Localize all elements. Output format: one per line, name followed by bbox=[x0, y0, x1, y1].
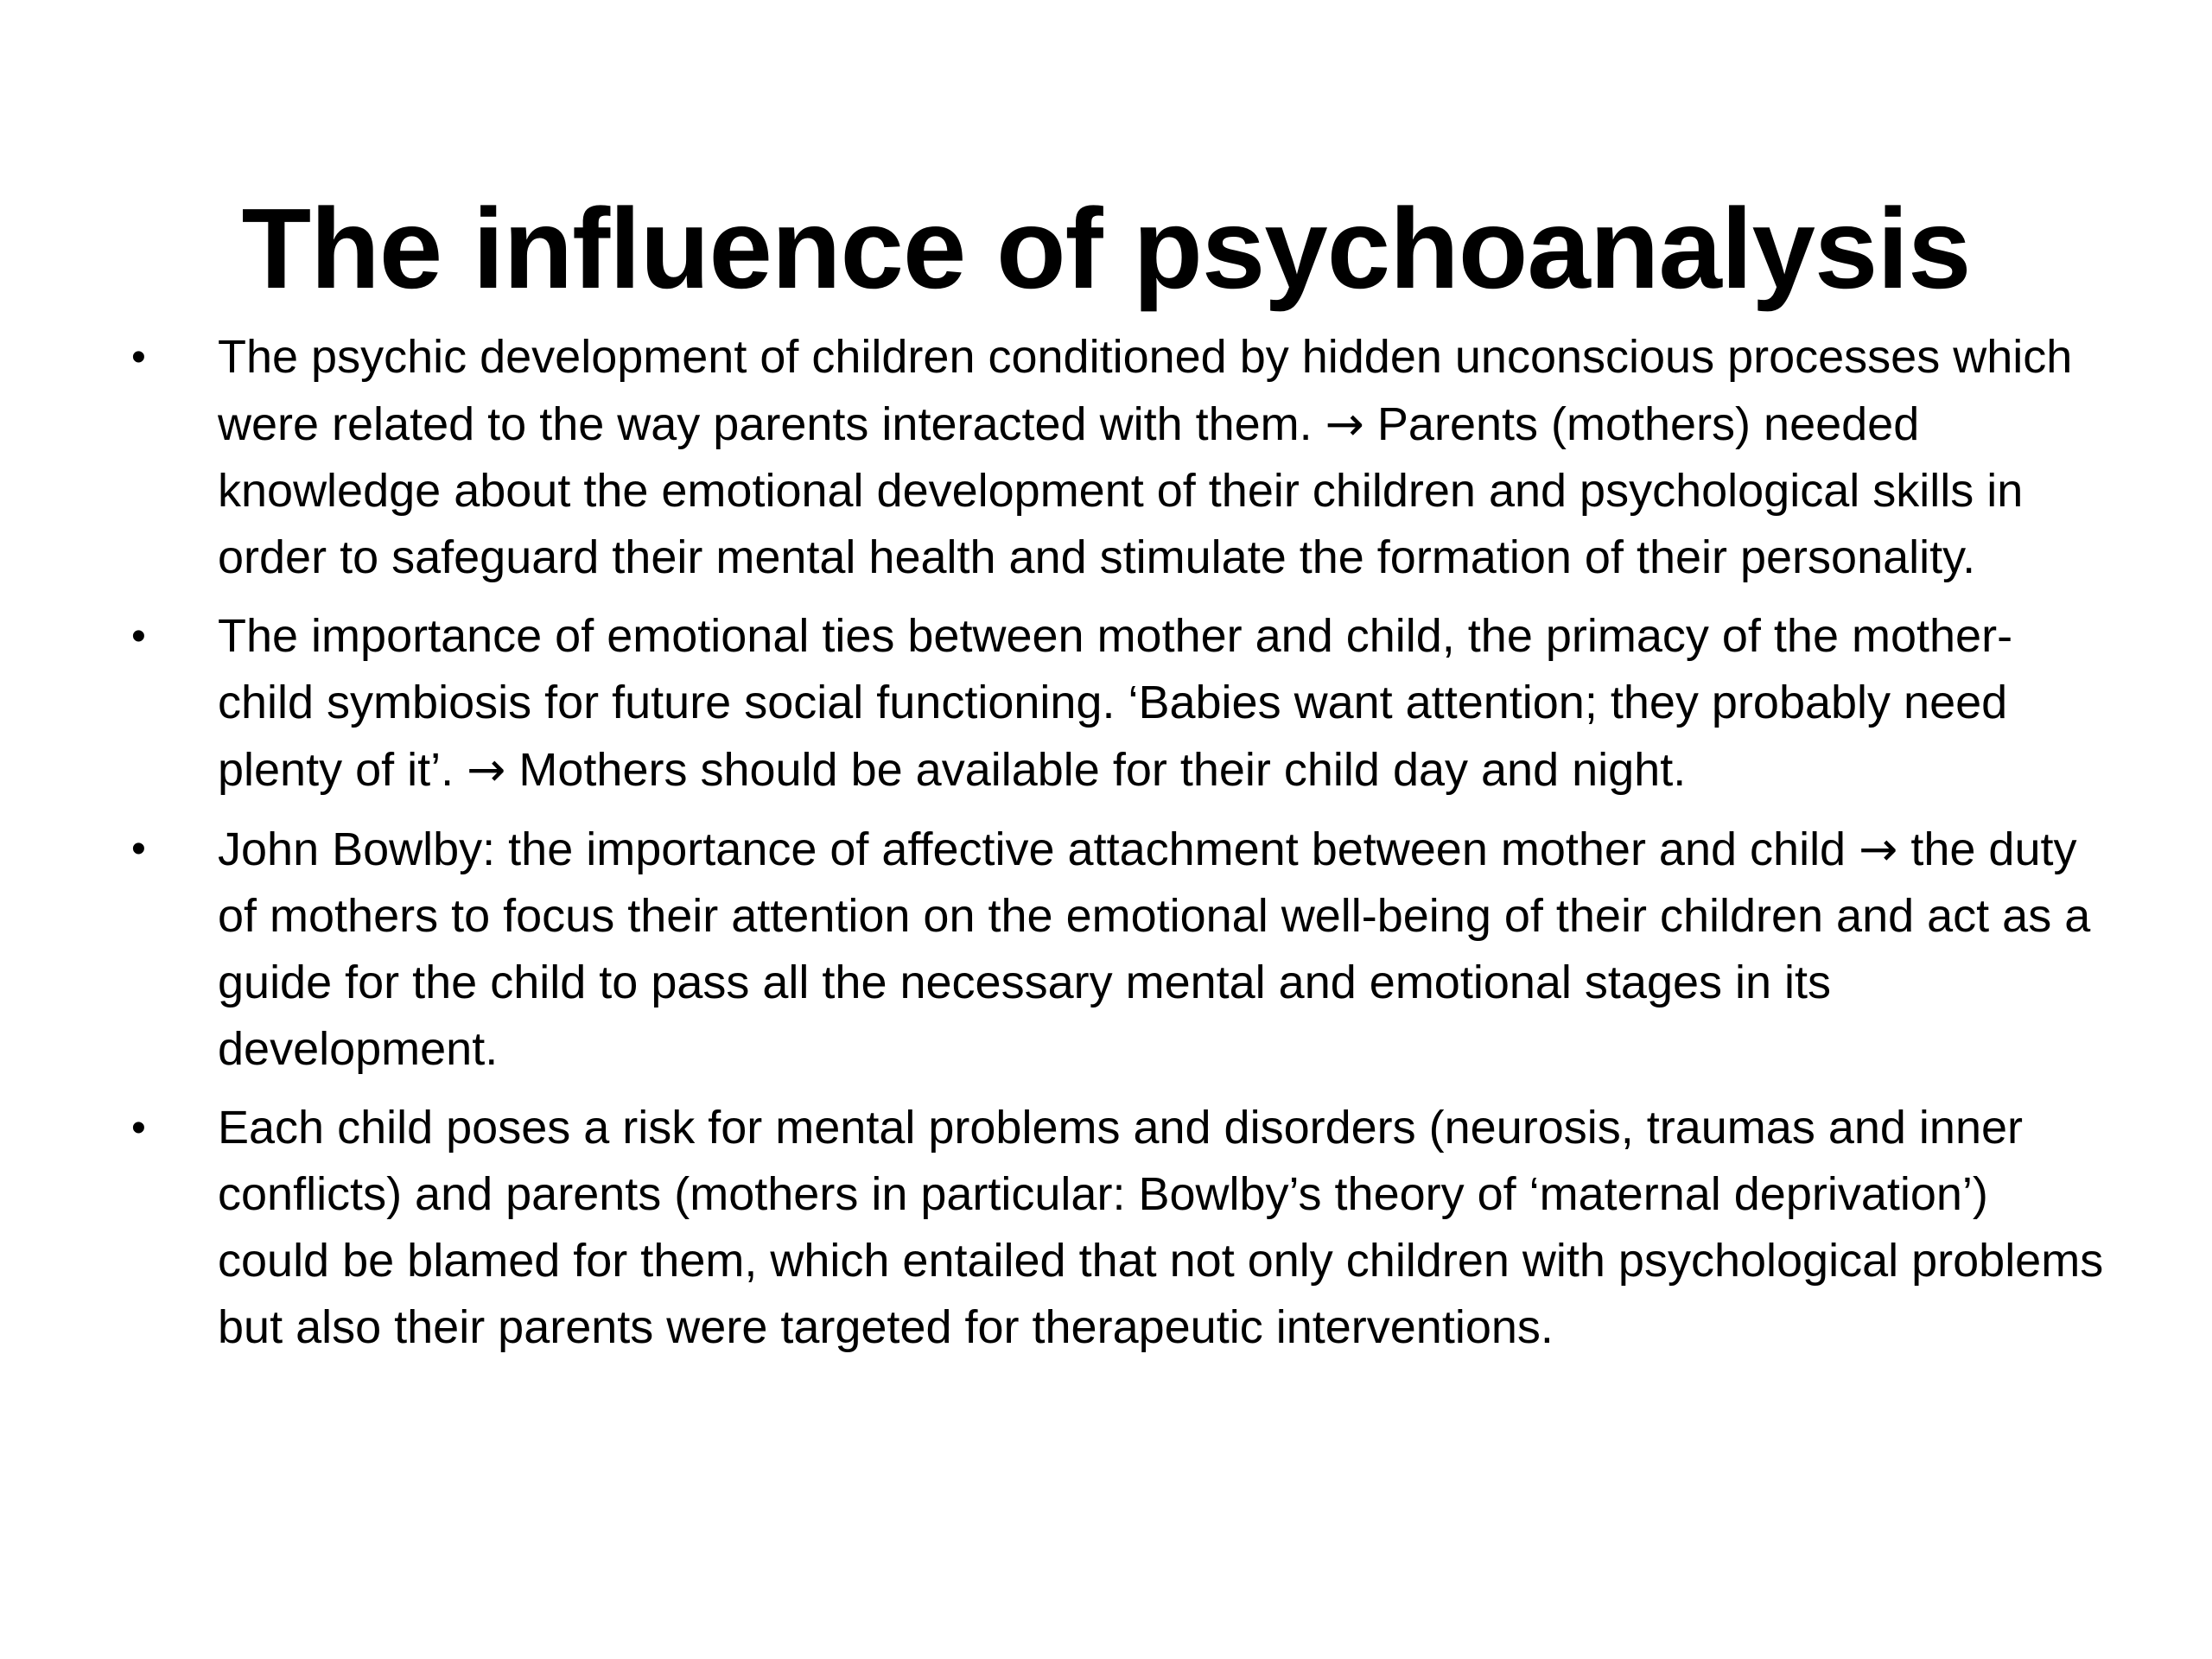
bullet-icon: • bbox=[131, 334, 146, 380]
bullet-item-3 bbox=[130, 816, 2108, 1083]
bullet-icon: • bbox=[131, 613, 146, 659]
arrow-right-icon: → bbox=[467, 742, 506, 797]
bullet-icon: • bbox=[131, 826, 146, 872]
bullet-4-text: Each child poses a risk for mental problems and disorders (neurosis, traumas and inner conflicts) and parents (mothers in particular: Bowlby’s theory of ‘maternal deprivation’) could be blamed for them, which entailed that not only children with psychological problems but also their parents were targeted for therapeutic interventions. bbox=[218, 1102, 2104, 1353]
bullet-2-text-part2: Mothers should be available for their child day and night. bbox=[505, 744, 1687, 796]
bullet-3-text-part1: John Bowlby: the importance of affective attachment between mother and child bbox=[218, 823, 1859, 875]
arrow-right-icon: → bbox=[1859, 822, 1898, 876]
bullet-item-2 bbox=[130, 603, 2108, 804]
bullet-icon: • bbox=[131, 1105, 146, 1151]
bullet-1-text-part1: The psychic development of children conditioned by hidden unconscious processes which were related to the way parents interacted with them. bbox=[218, 331, 2073, 450]
bullet-3-text-part2: the duty of mothers to focus their attention on the emotional well-being of their children and act as a guide for the child to pass all the necessary mental and emotional stages in its development. bbox=[218, 823, 2091, 1075]
slide-title: The influence of psychoanalysis bbox=[241, 185, 1971, 313]
bullet-list bbox=[130, 324, 2108, 1373]
bullet-2-text-part1: The importance of emotional ties between mother and child, the primacy of the mother-child symbiosis for future social functioning. ‘Babies want attention; they probably need plenty of it’. bbox=[218, 610, 2013, 796]
bullet-1-text-part2: Parents (mothers) needed knowledge about the emotional development of their children and psychological skills in order to safeguard their mental health and stimulate the formation of their personality. bbox=[218, 398, 2024, 583]
bullet-item-4 bbox=[130, 1095, 2108, 1361]
bullet-item-1 bbox=[130, 324, 2108, 591]
arrow-right-icon: → bbox=[1325, 397, 1364, 451]
